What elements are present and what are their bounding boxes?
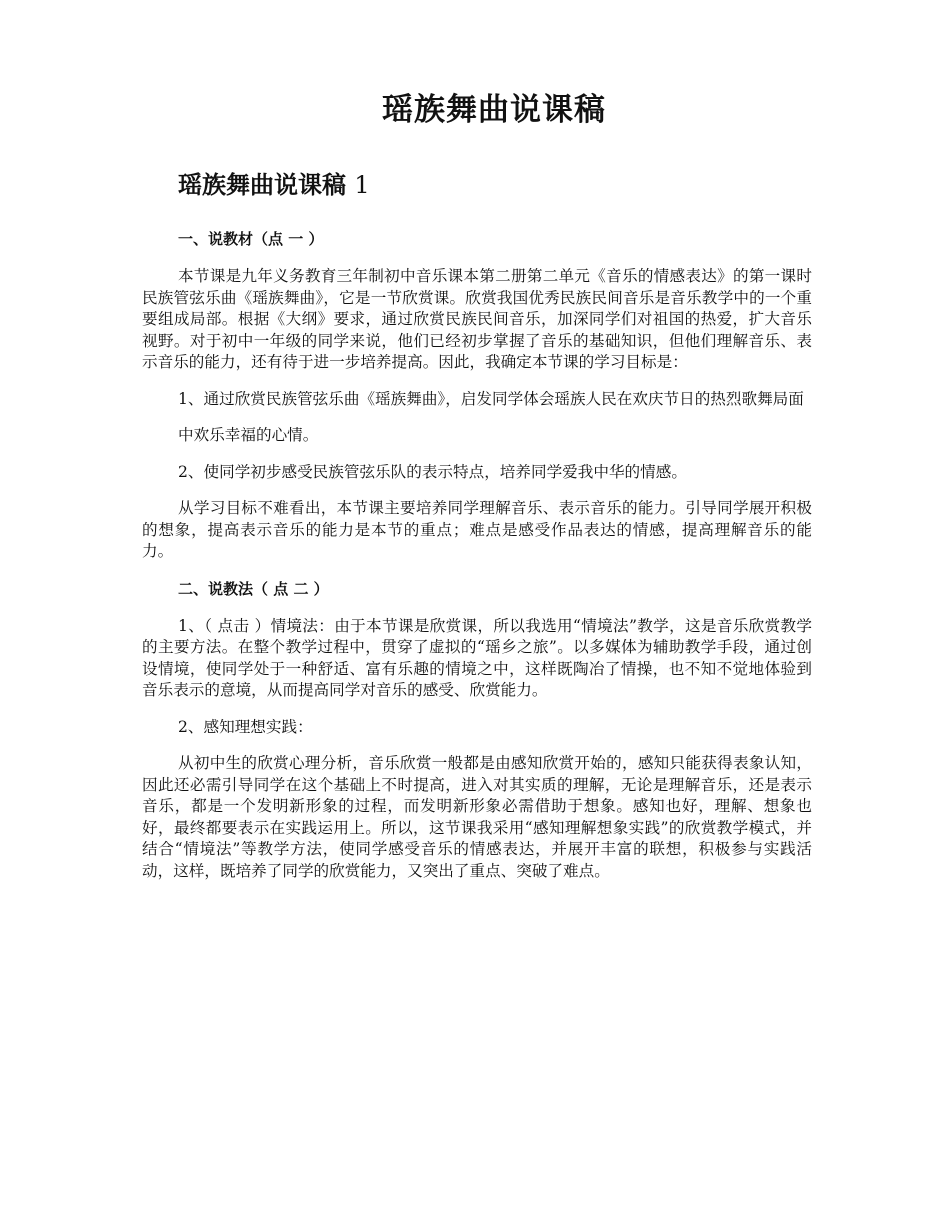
paragraph-intro: 本节课是九年义务教育三年制初中音乐课本第二册第二单元《音乐的情感表达》的第一课时民族管弦乐曲《瑶族舞曲》，它是一节欣赏课。欣赏我国优秀民族民间音乐是音乐教学中的一个重要组成局部。根据《大纲》要求，通过欣赏民族民间音乐，加深同学们对祖国的热爱，扩大音乐视野。对于初中一年级的同学来说，他们已经初步掌握了音乐的基础知识，但他们理解音乐、表示音乐的能力，还有待于进一步培养提高。因此，我确定本节课的学习目标是：: [142, 267, 812, 371]
paragraph-focus: 从学习目标不难看出，本节课主要培养同学理解音乐、表示音乐的能力。引导同学展开积极的想象，提高表示音乐的能力是本节的重点；难点是感受作品表达的情感，提高理解音乐的能力。: [142, 499, 812, 560]
paragraph-method-2-title: 2、感知理想实践：: [178, 717, 313, 736]
document-body: [142, 228, 812, 897]
page-title: 瑶族舞曲说课稿: [382, 92, 606, 128]
section-number: 1: [354, 171, 370, 199]
paragraph-method-1: 1、（ 点击 ）情境法：由于本节课是欣赏课，所以我选用“情境法”教学，这是音乐欣赏教学的主要方法。在整个教学过程中，贯穿了虚拟的“瑶乡之旅”。以多媒体为辅助教学手段，通过创设情境，使同学处于一种舒适、富有乐趣的情境之中，这样既陶冶了情操，也不知不觉地体验到音乐表示的意境，从而提高同学对音乐的感受、欣赏能力。: [142, 616, 812, 699]
heading-textbook: 一、说教材（点 一 ）: [178, 230, 324, 248]
section-title: [178, 165, 370, 200]
paragraph-goal-2: 2、使同学初步感受民族管弦乐队的表示特点，培养同学爱我中华的情感。: [178, 462, 687, 481]
paragraph-goal-1-continued: 中欢乐幸福的心情。: [178, 426, 319, 444]
heading-methods: 二、说教法（ 点 二 ）: [178, 579, 329, 598]
section-title-text: 瑶族舞曲说课稿: [178, 171, 346, 199]
paragraph-goal-1: 1、通过欣赏民族管弦乐曲《瑶族舞曲》，启发同学体会瑶族人民在欢庆节日的热烈歌舞局面: [178, 389, 804, 408]
paragraph-method-2: 从初中生的欣赏心理分析，音乐欣赏一般都是由感知欣赏开始的，感知只能获得表象认知，因此还必需引导同学在这个基础上不时提高，进入对其实质的理解，无论是理解音乐，还是表示音乐，都是一个发明新形象的过程，而发明新形象必需借助于想象。感知也好，理解、想象也好，最终都要表示在实践运用上。所以，这节课我采用“感知理解想象实践”的欣赏教学模式，并结合“情境法”等教学方法，使同学感受音乐的情感表达，并展开丰富的联想，积极参与实践活动，这样，既培养了同学的欣赏能力，又突出了重点、突破了难点。: [142, 754, 812, 880]
